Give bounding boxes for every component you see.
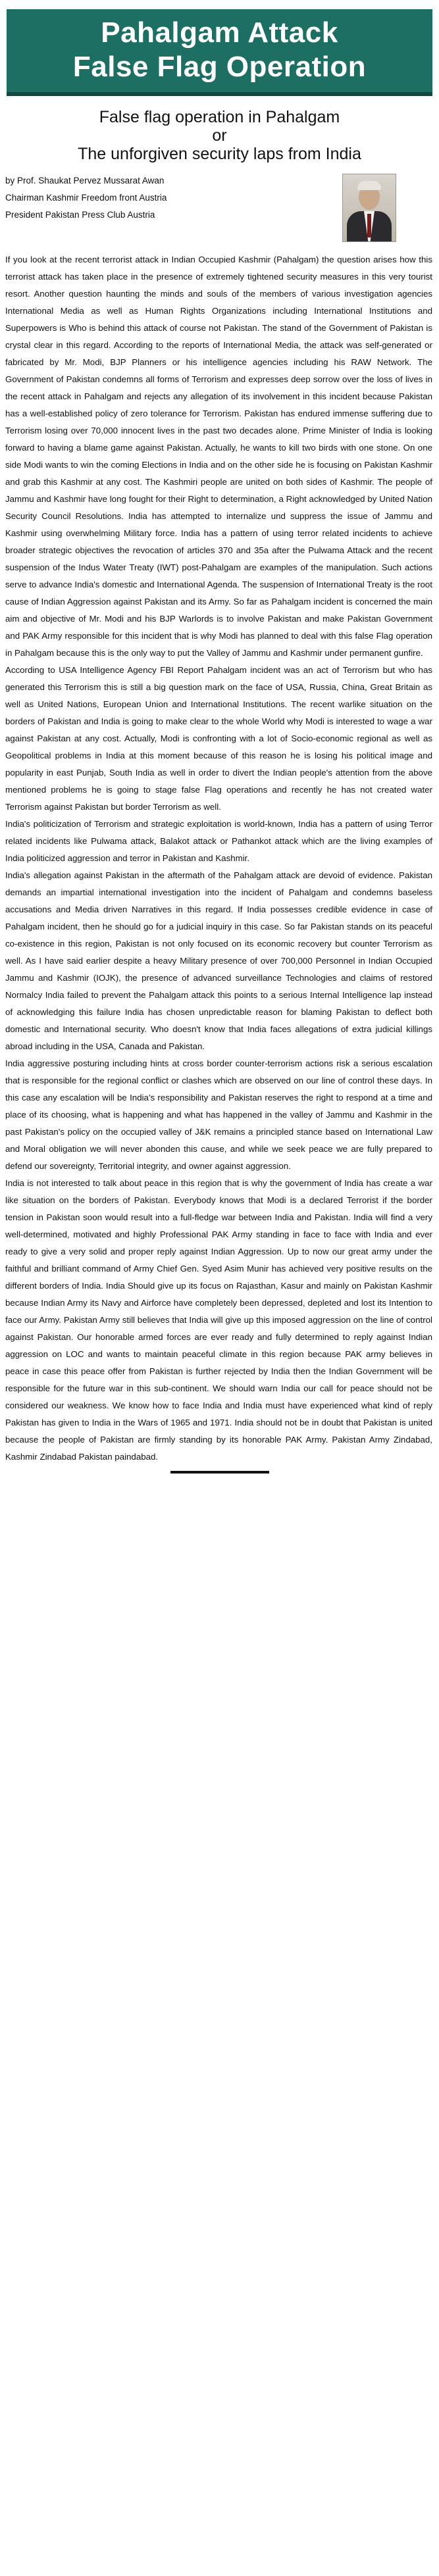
article-paragraph: India is not interested to talk about peace in this region that is why the government of India has create a war like situation on the borders of Pakistan. Everybody knows that Modi is a declared Terrorist if the border tension in Pakistan soon would result into a full-fledge war between India and Pakistan. India will find a very well-determined, motivated and highly Professional PAK Army standing in face to face with India and ever ready to give a very solid and proper reply against Indian Aggression. Up to now our great army under the faithful and brilliant command of Army Chief Gen. Syed Asim Munir has achieved very positive results on the different borders of India. India Should give up its focus on Rajasthan, Kasur and mainly on Pakistan Kashmir because Indian Army its Navy and Airforce have completely been depressed, depleted and lost its Intention to face our Army. Pakistan Army still believes that India will give up this imposed aggression on the line of control against Pakistan. Our honorable armed forces are ever ready and fully determined to reply against Indian aggression on LOC and wants to maintain peaceful climate in this region because PAK army believes in peace in case this peace offer from Pakistan is further rejected by India then the Indian Government will be responsible for the future war in this sub-continent. We should warn India our call for peace should not be considered our weakness. We know how to face India and India must have experienced what kind of reply Pakistan has given to India in the Wars of 1965 and 1971. India should not be in doubt that Pakistan is united because the people of Pakistan are firmly standing by its honorable PAK Army. Pakistan Army Zindabad, Kashmir Zindabad Pakistan paindabad. xyxy=(5,1178,432,1462)
title-banner xyxy=(7,9,432,96)
subtitle-line-2: or xyxy=(212,126,227,145)
author-role-chairman: Chairman Kashmir Freedom front Austria xyxy=(5,193,167,203)
article-paragraph: India's politicization of Terrorism and strategic exploitation is world-known, India has a pattern of using Terror related incidents like Pulwama attack, Balakot attack or Pathankot attack which are the living examples of India politicized aggression and terror in Pakistan and Kashmir. xyxy=(5,819,432,863)
article-subtitle xyxy=(0,108,439,163)
subtitle-line-1: False flag operation in Pahalgam xyxy=(99,108,340,126)
article-paragraph: According to USA Intelligence Agency FBI Report Pahalgam incident was an act of Terrorism but who has generated this Terrorism this is still a big question mark on the face of USA, Russia, China, Great Britain as well as United Nations, European Union and International Institutions. The recent warlike situation on the borders of Pakistan and India is going to make clear to the whole World why Modi is interested to wage a war against Pakistan at any cost. Actually, Modi is confronting with a lot of Socio-economic regional as well as Geopolitical problems in India at this moment because of this reason he is losing his political image and popularity in east Punjab, South India as well in order to divert the Indian people's attention from the above mentioned problems he is going to stage false Flag operations and recently he has not created water Terrorism against Pakistan but border Terrorism as well. xyxy=(5,665,432,812)
banner-title-line-1: Pahalgam Attack xyxy=(101,16,338,49)
article-paragraph: India aggressive posturing including hints at cross border counter-terrorism actions risk a serious escalation that is responsible for the regional conflict or clashes which are observed on our line of control these days. In this case any escalation will be India's responsibility and Pakistan reserves the right to respond at a time and place of its choosing, what is happening and what has happened in the valley of Jammu and Kashmir in the past Pakistan's policy on the occupied valley of J&K remains a principled stance based on International Law and Moral obligation we will never abonden this cause, and while we seek peace we are fully prepared to defend our sovereignty, Territorial integrity, and owner against aggression. xyxy=(5,1058,432,1171)
subtitle-line-3: The unforgiven security laps from India xyxy=(78,145,361,163)
article-paragraph: If you look at the recent terrorist attack in Indian Occupied Kashmir (Pahalgam) the question arises how this terrorist attack has taken place in the presence of extremely tightened security measures in this very tourist resort. Another question haunting the minds and souls of the members of various investigation agencies International Media as well as Human Rights Organizations including International Institutions and Superpowers is Who is behind this attack of course not Pakistan. The stand of the Government of Pakistan is crystal clear in this regard. According to the reports of International Media, the attack was self-generated or fabricated by Mr. Modi, BJP Planners or his intelligence agencies including his RAW Network. The Government of Pakistan condemns all forms of Terrorism and expresses deep sorrow over the loss of lives in the recent attack in Pahalgam and rejects any allegation of its involvement in this incident because Pakistan has a well-established policy of zero tolerance for Terrorism. Pakistan has endured immense suffering due to Terrorism losing over 70,000 innocent lives in the past two decades alone. Prime Minister of India is looking forward to having a blame game against Pakistan. Actually, he wants to kill two birds with one stone. On one side Modi wants to win the coming Elections in India and on the other side he is focusing on Pakistan Kashmir and grab this Kashmir at any cost. The Kashmiri people are united on both sides of Kashmir. The people of Jammu and Kashmir have long fought for their Right to determination, a Right acknowledged by United Nation Security Council Resolutions. India has attempted to internalize und suppress the issue of Jammu and Kashmir using overwhelming Military force. India has a pattern of using terror related incidents to achieve broader strategic objectives the revocation of articles 370 and 35a after the Pulwama Attack and the recent suspension of the Indus Water Treaty (IWT) post-Pahalgam are examples of the manipulation. Such actions serve to advance India's domestic and International Agenda. The suspension of International Treaty is the root cause of Indian Aggression against Pakistan and its Army. So far as Pahalgam incident is concerned the main aim and objective of Mr. Modi and his BJP Warlords is to involve Pakistan and make Pakistan Government and PAK Army responsible for this incident that is why Modi has planned to deal with this false Flag operation in Pahalgam because this is the only way to put the Valley of Jammu and Kashmir under permanent gunfire. xyxy=(5,255,432,658)
author-role-president: President Pakistan Press Club Austria xyxy=(5,210,155,220)
author-byline: by Prof. Shaukat Pervez Mussarat Awan xyxy=(5,176,165,186)
author-block xyxy=(5,172,432,250)
article-body xyxy=(5,251,432,1466)
footer-divider xyxy=(170,1471,269,1474)
photo-hair xyxy=(357,181,381,190)
author-photo xyxy=(342,174,396,242)
article-paragraph: India's allegation against Pakistan in the aftermath of the Pahalgam attack are devoid of evidence. Pakistan demands an impartial international investigation into the incident of Pahalgam and condemns baseless accusations and Media driven Narratives in this regard. If India possesses credible evidence in case of Pahalgam incident, then he should go for a judicial inquiry in this case. So far Pakistan stands on its peaceful co-existence in this region, Pakistan is not only focused on its economic recovery but counter Terrorism as well. As I have said earlier despite a heavy Military presence of over 700,000 Personnel in Indian Occupied Jammu and Kashmir (IOJK), the presence of advanced surveillance Technologies and claims of restored Normalcy India failed to prevent the Pahalgam attack this points to a serious Internal Intelligence lap instead of acknowledging this failure India has chosen unpredictable reason for blaming Pakistan to deflect both domestic and International security. Who doesn't know that India faces allegations of extra judicial killings abroad including in the USA, Canada and Pakistan. xyxy=(5,870,432,1051)
photo-tie xyxy=(367,214,371,237)
banner-title-line-2: False Flag Operation xyxy=(72,51,367,83)
